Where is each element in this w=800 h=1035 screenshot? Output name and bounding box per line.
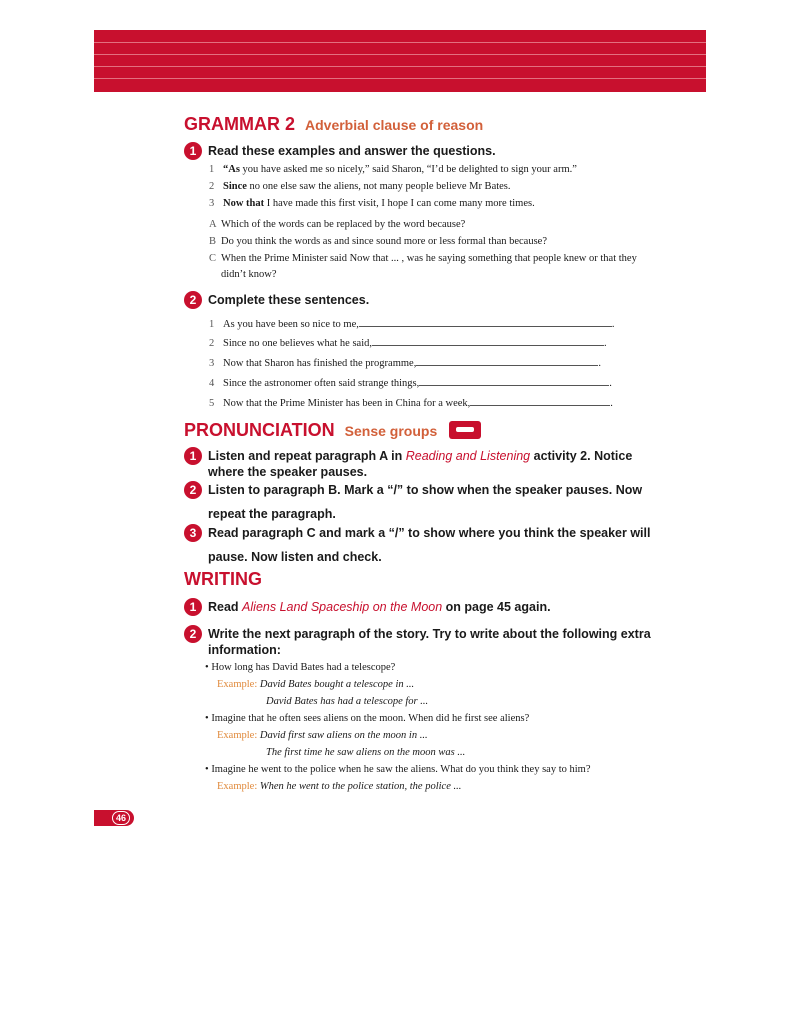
section-title: WRITING bbox=[184, 569, 262, 589]
pronunciation-question-3 bbox=[184, 521, 654, 569]
grammar-question-1 bbox=[184, 143, 654, 159]
example-line: 2 Since no one else saw the aliens, not many people believe Mr Bates. bbox=[209, 181, 511, 192]
section-subtitle: Sense groups bbox=[344, 423, 438, 439]
bullet-item: • Imagine he went to the police when he saw the aliens. What do you think they say to him? bbox=[205, 764, 591, 775]
example-text: David Bates has had a telescope for ... bbox=[266, 696, 429, 707]
example-line: 3 Now that I have made this first visit, I hope I can come many more times. bbox=[209, 198, 535, 209]
sentence-line: 4 Since the astronomer often said strange things, . bbox=[209, 375, 612, 390]
sentence-line: 2 Since no one believes what he said, . bbox=[209, 335, 607, 350]
question-text: Write the next paragraph of the story. Try to write about the following extra information: bbox=[208, 627, 651, 657]
question-text: Listen to paragraph B. Mark a “/” to show when the speaker pauses. Now repeat the paragraph. bbox=[208, 483, 643, 521]
bullet-item: • How long has David Bates had a telescope? bbox=[205, 662, 396, 673]
sentence-line: 1 As you have been so nice to me, . bbox=[209, 316, 615, 331]
answer-blank[interactable] bbox=[470, 395, 610, 406]
grammar-heading bbox=[184, 114, 483, 135]
pronunciation-question-1: 1 Listen and repeat paragraph A in Reading and Listening activity 2. Notice where the speaker pauses. bbox=[184, 448, 654, 480]
question-text: Read these examples and answer the questions. bbox=[208, 144, 496, 158]
example-text: Example: David first saw aliens on the moon in ... bbox=[217, 730, 428, 741]
cassette-icon bbox=[449, 421, 481, 439]
question-line: C When the Prime Minister said Now that ... , was he saying something that people knew or that they didn’t know? bbox=[209, 253, 637, 280]
number-badge: 3 bbox=[184, 524, 202, 542]
writing-heading bbox=[184, 569, 262, 590]
example-line: 1 “As you have asked me so nicely,” said Sharon, “I’d be delighted to sign your arm.” bbox=[209, 164, 577, 175]
page-number: 46 bbox=[112, 811, 130, 825]
question-line: B Do you think the words as and since sound more or less formal than because? bbox=[209, 236, 548, 247]
question-text: Complete these sentences. bbox=[208, 293, 370, 307]
example-text: Example: When he went to the police station, the police ... bbox=[217, 781, 462, 792]
section-title: PRONUNCIATION bbox=[184, 420, 335, 440]
page-number-tab bbox=[94, 810, 134, 826]
grammar-question-2 bbox=[184, 292, 654, 308]
answer-blank[interactable] bbox=[359, 316, 612, 327]
bullet-item: • Imagine that he often sees aliens on the moon. When did he first see aliens? bbox=[205, 713, 530, 724]
sentence-line: 3 Now that Sharon has finished the programme, . bbox=[209, 355, 601, 370]
writing-question-2 bbox=[184, 626, 654, 658]
number-badge: 2 bbox=[184, 625, 202, 643]
pronunciation-heading bbox=[184, 420, 481, 441]
example-text: The first time he saw aliens on the moon was ... bbox=[266, 747, 466, 758]
question-text: Read paragraph C and mark a “/” to show where you think the speaker will pause. Now listen and check. bbox=[208, 526, 651, 564]
section-title: GRAMMAR 2 bbox=[184, 114, 295, 134]
example-text: Example: David Bates bought a telescope in ... bbox=[217, 679, 415, 690]
sentence-line: 5 Now that the Prime Minister has been in China for a week, . bbox=[209, 395, 613, 410]
pronunciation-question-2 bbox=[184, 478, 654, 526]
answer-blank[interactable] bbox=[372, 335, 604, 346]
question-line: A Which of the words can be replaced by the word because? bbox=[209, 219, 466, 230]
answer-blank[interactable] bbox=[416, 355, 598, 366]
header-banner bbox=[94, 30, 706, 92]
number-badge: 2 bbox=[184, 481, 202, 499]
writing-question-1: 1 Read Aliens Land Spaceship on the Moon on page 45 again. bbox=[184, 599, 654, 615]
number-badge: 1 bbox=[184, 142, 202, 160]
answer-blank[interactable] bbox=[419, 375, 609, 386]
number-badge: 1 bbox=[184, 447, 202, 465]
section-subtitle: Adverbial clause of reason bbox=[305, 117, 484, 133]
number-badge: 1 bbox=[184, 598, 202, 616]
number-badge: 2 bbox=[184, 291, 202, 309]
